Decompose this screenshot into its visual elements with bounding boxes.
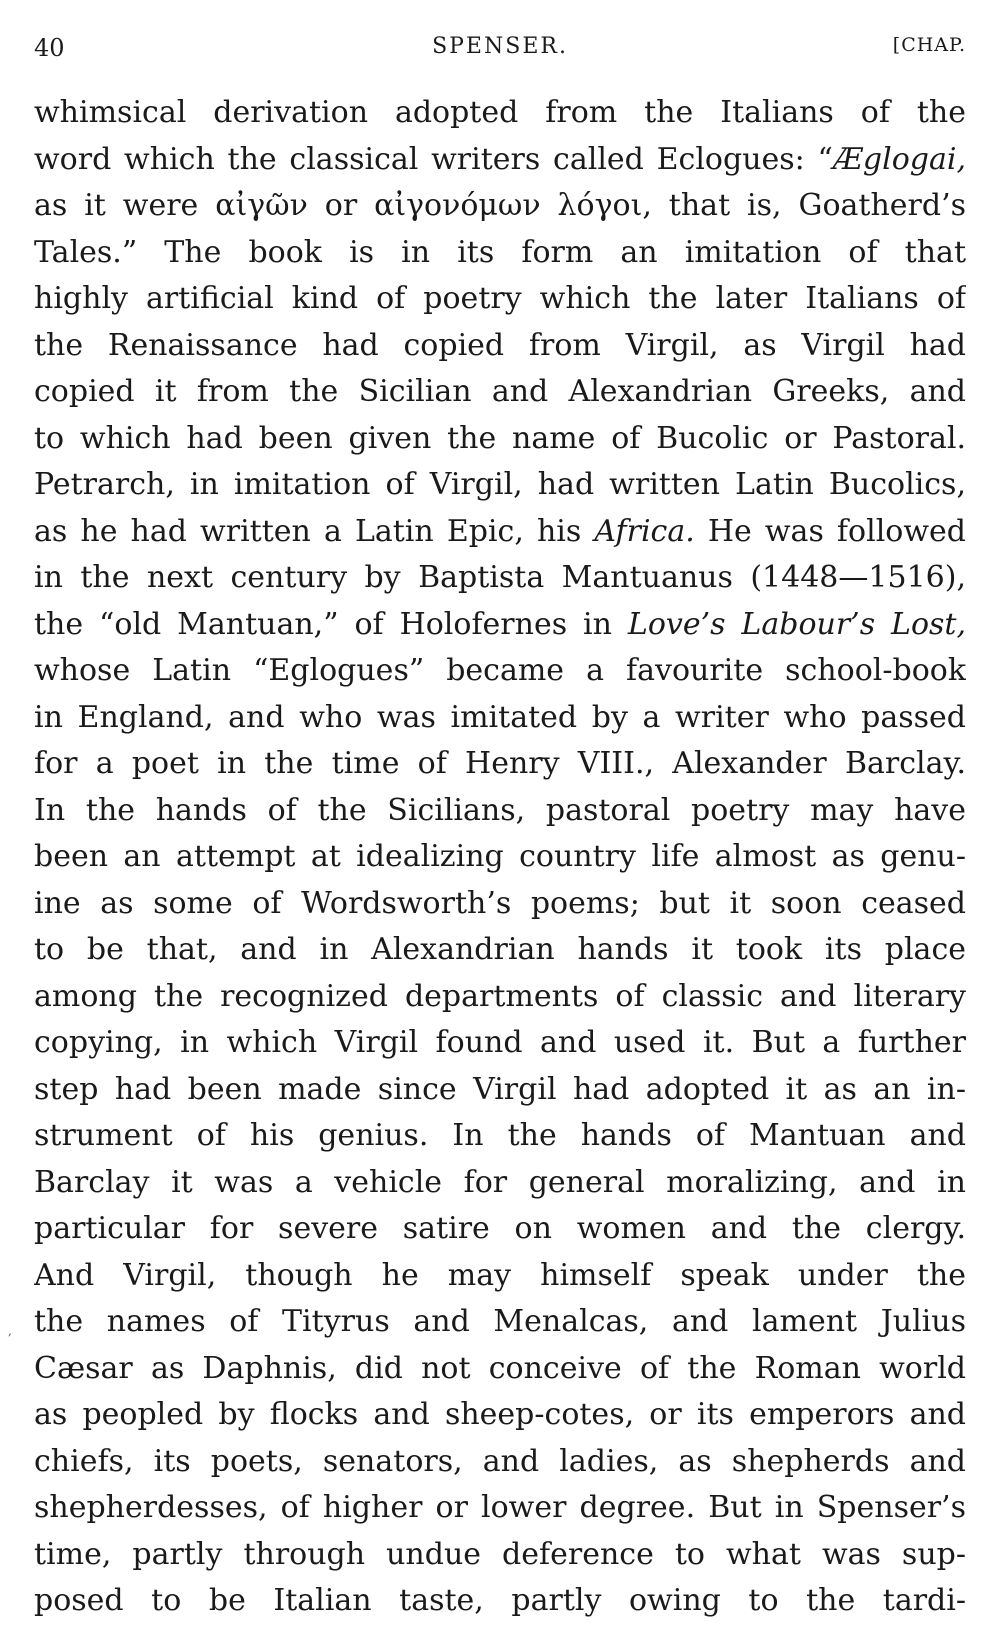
margin-mark: , bbox=[8, 1324, 12, 1338]
text-line: the “old Mantuan,” of Holofernes in Love’s Labour’s Lost, bbox=[34, 606, 966, 642]
text-line: time, partly through undue deference to what was sup- bbox=[34, 1536, 966, 1572]
text-line: chiefs, its poets, senators, and ladies, as shepherds and bbox=[34, 1443, 966, 1479]
text-line: word which the classical writers called Eclogues: “Æglogai, bbox=[34, 141, 966, 177]
text-line: been an attempt at idealizing country life almost as genu- bbox=[34, 839, 966, 874]
page-number: 40 bbox=[34, 34, 65, 62]
page-header bbox=[34, 30, 966, 70]
text-line: Barclay it was a vehicle for general moralizing, and in bbox=[34, 1164, 966, 1200]
text-line: highly artificial kind of poetry which the later Italians of bbox=[34, 281, 966, 316]
running-title: SPENSER. bbox=[432, 34, 568, 59]
text-line: as it were αἰγῶν or αἰγονόμων λόγοι, that is, Goatherd’s bbox=[34, 188, 966, 223]
text-line: the Renaissance had copied from Virgil, as Virgil had bbox=[34, 327, 966, 363]
text-line: for a poet in the time of Henry VIII., Alexander Barclay. bbox=[34, 746, 966, 781]
text-line: Tales.” The book is in its form an imitation of that bbox=[34, 234, 966, 270]
text-line: posed to be Italian taste, partly owing to the tardi- bbox=[34, 1583, 966, 1618]
text-line: Cæsar as Daphnis, did not conceive of the Roman world bbox=[34, 1350, 966, 1386]
text-line: ine as some of Wordsworth’s poems; but it soon ceased bbox=[34, 885, 966, 921]
text-line: as he had written a Latin Epic, his Africa. He was followed bbox=[34, 513, 966, 549]
text-line: In the hands of the Sicilians, pastoral poetry may have bbox=[34, 792, 966, 828]
text-line: step had been made since Virgil had adopted it as an in- bbox=[34, 1071, 966, 1107]
body-text bbox=[34, 90, 966, 1625]
text-line: to be that, and in Alexandrian hands it took its place bbox=[34, 932, 966, 967]
text-line: to which had been given the name of Bucolic or Pastoral. bbox=[34, 420, 966, 456]
text-line: as peopled by flocks and sheep-cotes, or its emperors and bbox=[34, 1397, 966, 1432]
text-line: strument of his genius. In the hands of Mantuan and bbox=[34, 1118, 966, 1153]
text-line: copied it from the Sicilian and Alexandrian Greeks, and bbox=[34, 374, 966, 409]
text-line: shepherdesses, of higher or lower degree. But in Spenser’s bbox=[34, 1490, 966, 1525]
text-line: particular for severe satire on women and the clergy. bbox=[34, 1211, 966, 1246]
text-line: And Virgil, though he may himself speak under the bbox=[34, 1257, 966, 1293]
text-line: Petrarch, in imitation of Virgil, had written Latin Bucolics, bbox=[34, 467, 966, 502]
chapter-mark: [CHAP. bbox=[892, 34, 966, 56]
text-line: the names of Tityrus and Menalcas, and lament Julius bbox=[34, 1304, 966, 1339]
text-line: in England, and who was imitated by a writer who passed bbox=[34, 699, 966, 735]
text-line: copying, in which Virgil found and used it. But a further bbox=[34, 1025, 966, 1060]
text-line: in the next century by Baptista Mantuanus (1448—1516), bbox=[34, 560, 966, 595]
text-line: whose Latin “Eglogues” became a favourite school-book bbox=[34, 653, 966, 688]
text-line: among the recognized departments of classic and literary bbox=[34, 978, 966, 1014]
text-line: whimsical derivation adopted from the Italians of the bbox=[34, 95, 966, 130]
